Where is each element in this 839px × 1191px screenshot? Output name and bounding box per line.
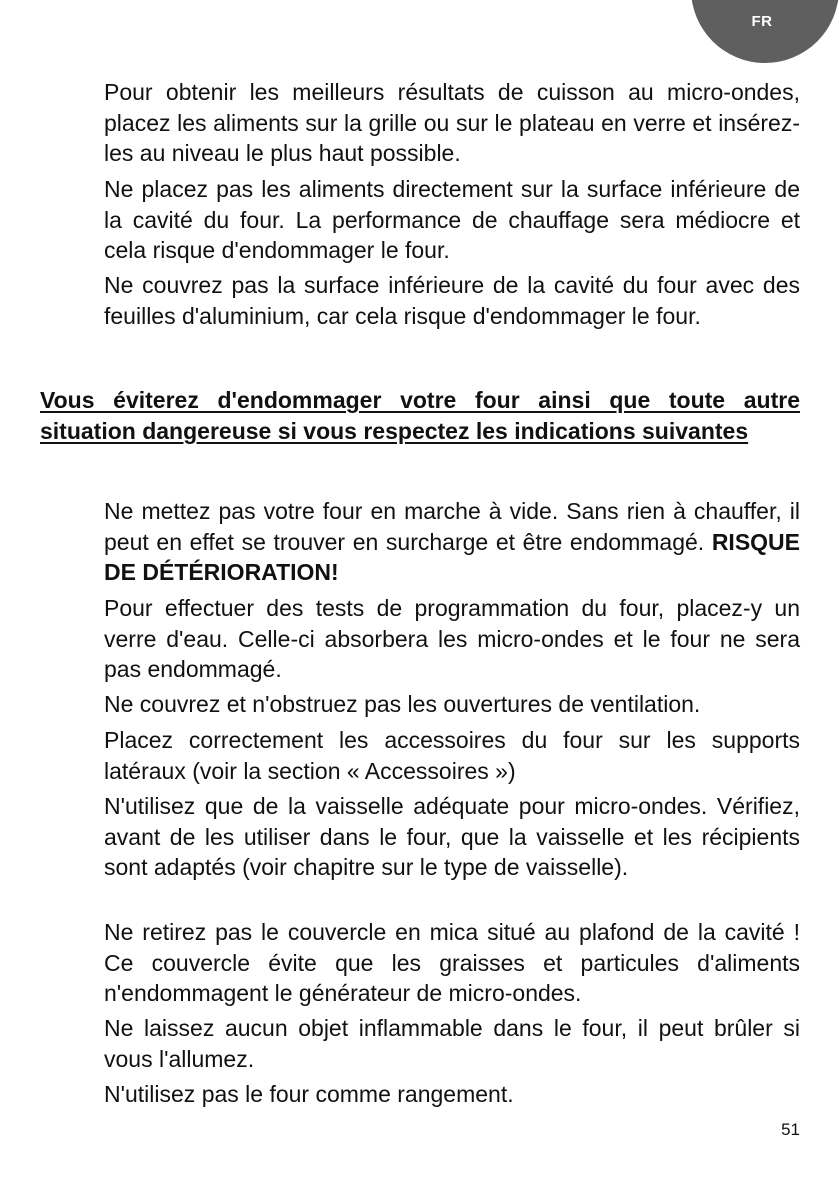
warning-paragraph: [104, 496, 800, 588]
item-paragraph-4: N'utilisez que de la vaisselle adéquate pour micro-ondes. Vérifiez, avant de les utiliser dans le four, que la vaisselle et les récipients sont adaptés (voir chapitre sur le type de vaisselle).: [104, 793, 800, 880]
warning-paragraph-text: Ne mettez pas votre four en marche à vide. Sans rien à chauffer, il peut en effet se trouver en surcharge et être endommagé.: [104, 498, 800, 555]
language-tab-label: FR: [751, 13, 773, 30]
damage-risk-warning: RISQUE DE DÉTÉRIORATION!: [104, 528, 800, 585]
intro-paragraph-1: Pour obtenir les meilleurs résultats de cuisson au micro-ondes, placez les aliments sur la grille ou sur le plateau en verre et insérez-les au niveau le plus haut possible.: [104, 79, 800, 166]
item-paragraph-6: Ne laissez aucun objet inflammable dans le four, il peut brûler si vous l'allumez.: [104, 1015, 800, 1072]
page-number: 51: [781, 1120, 800, 1139]
section-heading: Vous éviterez d'endommager votre four ainsi que toute autre situation dangereuse si vous respectez les indications suivantes: [40, 387, 800, 444]
item-paragraph-7: N'utilisez pas le four comme rangement.: [104, 1081, 514, 1107]
item-paragraph-1: Pour effectuer des tests de programmation du four, placez-y un verre d'eau. Celle-ci absorbera les micro-ondes et le four ne sera pas endommagé.: [104, 595, 800, 682]
intro-paragraph-3: Ne couvrez pas la surface inférieure de la cavité du four avec des feuilles d'aluminium, car cela risque d'endommager le four.: [104, 272, 800, 329]
item-paragraph-2: Ne couvrez et n'obstruez pas les ouvertures de ventilation.: [104, 691, 701, 717]
item-paragraph-5: Ne retirez pas le couvercle en mica situé au plafond de la cavité ! Ce couvercle évite que les graisses et particules d'aliments n'endommagent le générateur de micro-ondes.: [104, 919, 800, 1006]
item-paragraph-3: Placez correctement les accessoires du four sur les supports latéraux (voir la section « Accessoires »): [104, 727, 800, 784]
language-tab: [691, 0, 839, 63]
intro-paragraph-2: Ne placez pas les aliments directement sur la surface inférieure de la cavité du four. La performance de chauffage sera médiocre et cela risque d'endommager le four.: [104, 176, 800, 263]
